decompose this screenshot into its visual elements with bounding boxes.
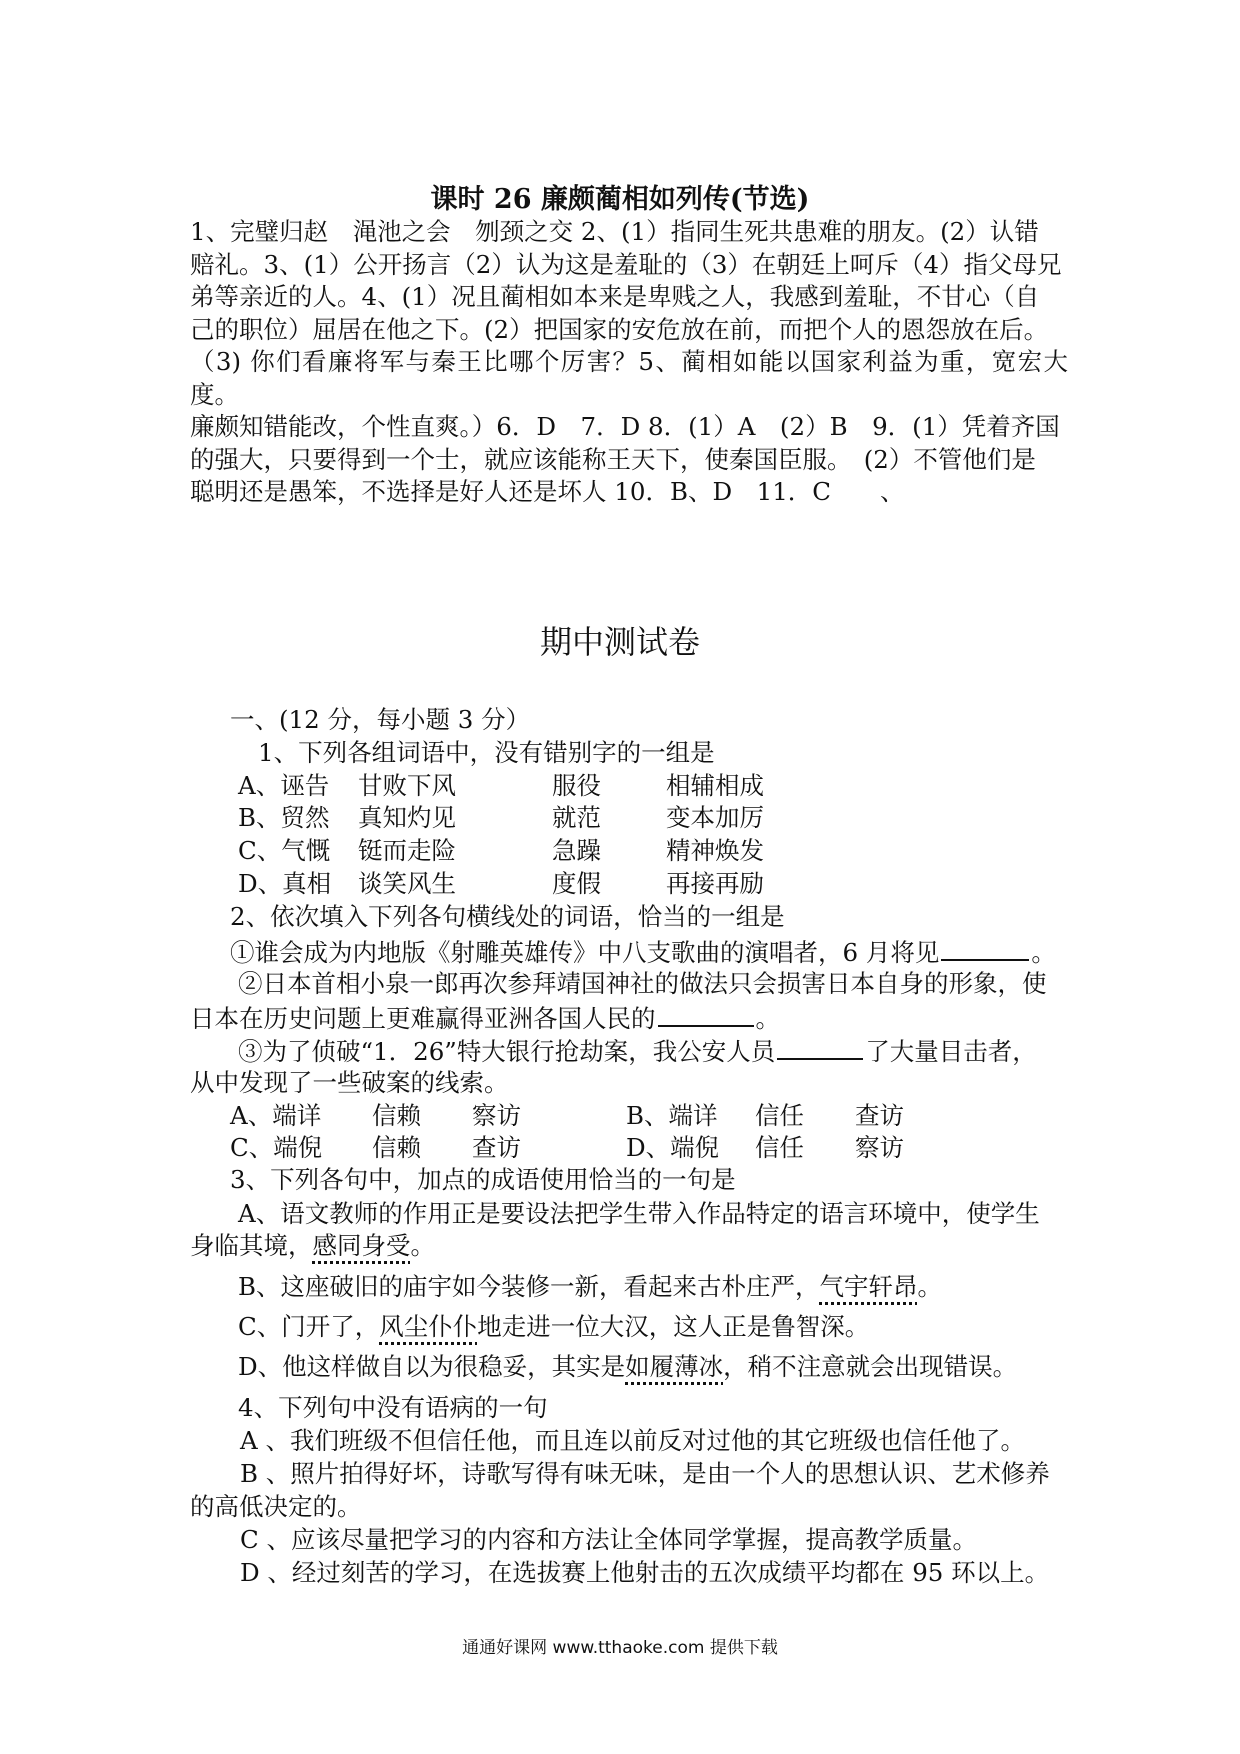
sentence-text: D、他这样做自以为很稳妥，其实是 — [238, 1352, 626, 1381]
question-3-option-a-line-1: A、语文教师的作用正是要设法把学生带入作品特定的语言环境中，使学生 — [238, 1199, 1040, 1228]
option-b-word-4: 变本加厉 — [666, 803, 764, 832]
option-a-word-3: 察访 — [472, 1101, 521, 1130]
option-b-word-1: B、端详 — [626, 1101, 718, 1130]
option-a-word-1: A、诬告 — [238, 771, 330, 800]
option-b-word-3: 就范 — [552, 803, 601, 832]
answers-line: 弟等亲近的人。4、(1）况且蔺相如本来是卑贱之人，我感到羞耻，不甘心（自 — [190, 282, 1040, 311]
question-4-option-b-line-1: B 、照片拍得好坏，诗歌写得有味无味，是由一个人的思想认识、艺术修养 — [240, 1459, 1050, 1488]
option-d-word-2: 信任 — [755, 1133, 804, 1162]
dotted-idiom: 气宇轩昂 — [819, 1272, 918, 1301]
answers-line: 己的职位）屈居在他之下。(2）把国家的安危放在前，而把个人的恩怨放在后。 — [190, 314, 1049, 344]
option-d-word-2: 谈笑风生 — [358, 869, 456, 898]
option-c-word-2: 信赖 — [372, 1133, 421, 1162]
option-d-word-4: 再接再励 — [666, 869, 764, 898]
option-a-word-2: 信赖 — [372, 1101, 421, 1130]
option-a-word-2: 甘败下风 — [358, 771, 456, 800]
sentence-text: 日本在历史问题上更难赢得亚洲各国人民的 — [190, 1004, 656, 1033]
sentence-text: 。 — [1031, 938, 1056, 967]
answers-title: 课时 26 廉颇蔺相如列传(节选) — [430, 184, 810, 215]
sentence-text: 。 — [755, 1004, 780, 1033]
question-2-sentence-2-line-2 — [190, 1001, 780, 1035]
option-b-word-2: 真知灼见 — [358, 803, 456, 832]
question-3-option-d — [238, 1351, 1017, 1383]
question-2-sentence-3-line-1 — [238, 1034, 1037, 1068]
option-c-word-3: 查访 — [472, 1133, 521, 1162]
dotted-idiom: 风尘仆仆 — [379, 1312, 478, 1341]
sentence-text: 地走进一位大汉，这人正是鲁智深。 — [477, 1312, 870, 1341]
option-d-word-3: 察访 — [855, 1133, 904, 1162]
option-b-word-3: 查访 — [855, 1101, 904, 1130]
option-a-word-4: 相辅相成 — [666, 771, 764, 800]
option-c-word-1: C、气慨 — [238, 836, 331, 865]
question-3-option-b — [238, 1271, 942, 1303]
footer-download-note: 通通好课网 www.tthaoke.com 提供下载 — [462, 1638, 778, 1658]
sentence-text: ①谁会成为内地版《射雕英雄传》中八支歌曲的演唱者，6 月将见 — [230, 938, 940, 967]
option-c-word-2: 铤而走险 — [358, 836, 456, 865]
question-4-option-a: A 、我们班级不但信任他，而且连以前反对过他的其它班级也信任他了。 — [240, 1426, 1025, 1455]
sentence-text: 身临其境， — [190, 1231, 313, 1260]
answers-line: （3) 你们看廉将军与秦王比哪个厉害？5、蔺相如能以国家利益为重，宽宏大度。 — [190, 347, 1068, 409]
option-c-word-4: 精神焕发 — [666, 836, 764, 865]
fill-blank — [941, 935, 1029, 961]
sentence-text: 。 — [410, 1231, 435, 1260]
answers-line: 的强大，只要得到一个士，就应该能称王天下，使秦国臣服。 (2）不管他们是 — [190, 444, 1036, 474]
sentence-text: ，稍不注意就会出现错误。 — [723, 1352, 1018, 1381]
option-a-word-1: A、端详 — [230, 1101, 322, 1130]
option-b-word-1: B、贸然 — [238, 803, 330, 832]
question-3-option-c — [238, 1311, 869, 1343]
exam-title: 期中测试卷 — [539, 623, 700, 661]
fill-blank — [658, 1001, 754, 1027]
question-2-sentence-2-line-1: ②日本首相小泉一郎再次参拜靖国神社的做法只会损害日本自身的形象，使 — [238, 969, 1047, 998]
option-b-word-2: 信任 — [755, 1101, 804, 1130]
question-4-option-b-line-2: 的高低决定的。 — [190, 1492, 362, 1521]
dotted-idiom: 感同身受 — [312, 1231, 411, 1260]
sentence-text: C、门开了， — [238, 1312, 380, 1341]
question-2-sentence-3-line-2: 从中发现了一些破案的线索。 — [190, 1068, 509, 1097]
question-2-sentence-1 — [230, 935, 1056, 969]
option-c-word-3: 急躁 — [552, 836, 601, 865]
sentence-text: 。 — [917, 1272, 943, 1301]
sentence-text: 了大量目击者， — [865, 1037, 1037, 1066]
question-4-option-c: C 、应该尽量把学习的内容和方法让全体同学掌握，提高教学质量。 — [240, 1525, 978, 1554]
sentence-text: B、这座破旧的庙宇如今装修一新，看起来古朴庄严， — [238, 1272, 820, 1301]
option-c-word-1: C、端倪 — [230, 1133, 323, 1162]
dotted-idiom: 如履薄冰 — [625, 1352, 724, 1381]
option-a-word-3: 服役 — [552, 771, 601, 800]
question-2-stem: 2、依次填入下列各句横线处的词语，恰当的一组是 — [230, 902, 785, 931]
answers-line: 赔礼。3、(1）公开扬言（2）认为这是羞耻的（3）在朝廷上呵斥（4）指父母兄 — [190, 249, 1062, 279]
option-d-word-3: 度假 — [552, 869, 601, 898]
fill-blank — [777, 1034, 863, 1060]
section-heading: 一、(12 分，每小题 3 分） — [230, 705, 531, 734]
answers-body — [190, 216, 1068, 509]
answers-line: 廉颇知错能改，个性直爽。）6．D 7．D 8．(1）A (2）B 9．(1）凭着齐国 — [190, 412, 1060, 441]
answers-line: 1、完璧归赵 渑池之会 刎颈之交 2、(1）指同生死共患难的朋友。(2）认错 — [190, 217, 1039, 246]
question-3-stem: 3、下列各句中，加点的成语使用恰当的一句是 — [230, 1165, 736, 1194]
question-1-stem: 1、下列各组词语中，没有错别字的一组是 — [258, 738, 715, 767]
option-d-word-1: D、端倪 — [626, 1133, 720, 1162]
question-4-option-d: D 、经过刻苦的学习，在选拔赛上他射击的五次成绩平均都在 95 环以上。 — [240, 1558, 1050, 1587]
question-3-option-a-line-2 — [190, 1230, 435, 1262]
answers-line: 聪明还是愚笨，不选择是好人还是坏人 10．B、D 11．C 、 — [190, 477, 905, 506]
option-d-word-1: D、真相 — [238, 869, 332, 898]
sentence-text: ③为了侦破“1．26”特大银行抢劫案，我公安人员 — [238, 1037, 776, 1066]
question-4-stem: 4、下列句中没有语病的一句 — [238, 1393, 548, 1422]
